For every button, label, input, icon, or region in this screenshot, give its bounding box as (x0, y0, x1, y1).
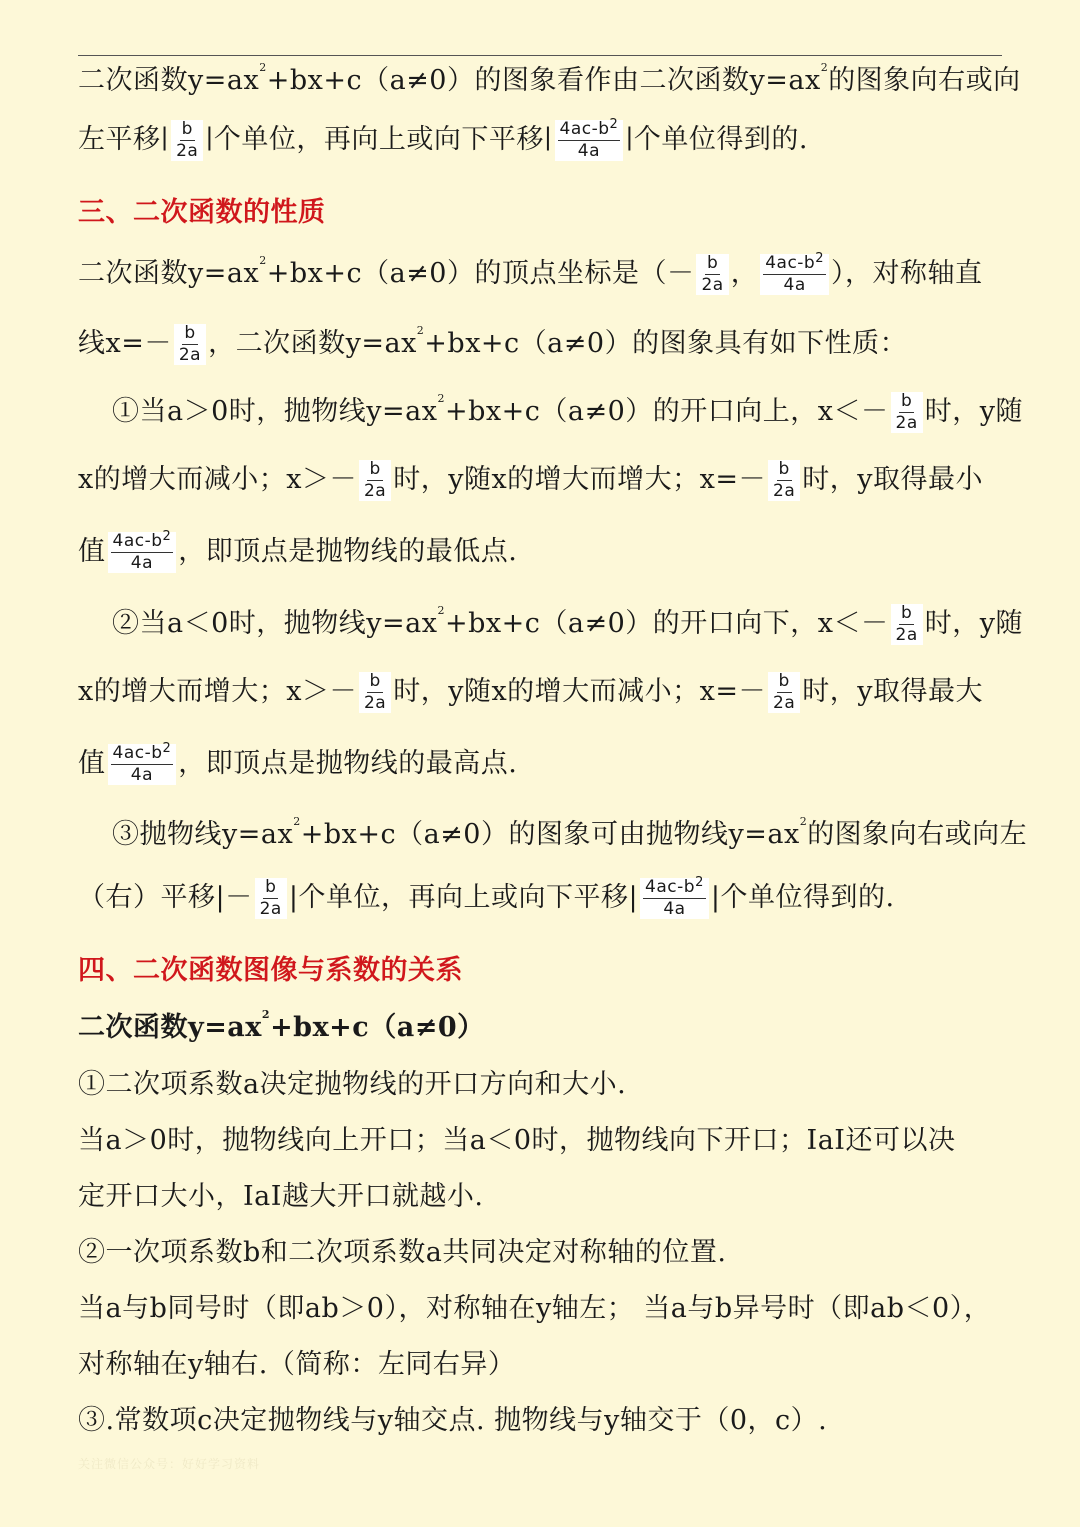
fraction: $\frac{b}{2a}$ (255, 878, 287, 919)
text-line: ②当a＜0时，抛物线y=ax $^2$ +bx+c（a≠0）的开口向下，x＜－ $\frac{b}{2a}$ 时，y随 (112, 603, 1023, 645)
text-line: x的增大而增大；x＞－ $\frac{b}{2a}$ 时，y随x的增大而减小；x=－ $\frac{b}{2a}$ 时，y取得最大 (78, 671, 984, 713)
text-line: 二次函数y=ax $^2$ +bx+c（a≠0）的图象看作由二次函数y=ax $^2$ 的图象向右或向 (78, 61, 1021, 96)
fraction: $\frac{b}{2a}$ (359, 460, 391, 501)
text-line: 线x=－ $\frac{b}{2a}$ ，二次函数y=ax $^2$ +bx+c（a≠0）的图象具有如下性质： (78, 323, 908, 365)
fraction: $\frac{4ac-b^2}{4a}$ (108, 744, 177, 785)
section-heading: 四、二次函数图像与系数的关系 (78, 955, 463, 986)
fraction: $\frac{b}{2a}$ (768, 672, 800, 713)
section-heading: 三、二次函数的性质 (78, 197, 326, 228)
fraction: $\frac{4ac-b^2}{4a}$ (640, 878, 709, 919)
fraction: $\frac{b}{2a}$ (696, 254, 728, 295)
subheading: 二次函数y=ax $^2$ +bx+c（a≠0） (78, 1008, 485, 1043)
fraction: $\frac{b}{2a}$ (891, 604, 923, 645)
fraction: $\frac{b}{2a}$ (891, 392, 923, 433)
fraction: $\frac{b}{2a}$ (359, 672, 391, 713)
fraction: $\frac{b}{2a}$ (768, 460, 800, 501)
text-line: ③.常数项c决定抛物线与y轴交点. 抛物线与y轴交于（0，c）. (78, 1405, 828, 1436)
text-line: 值 $\frac{4ac-b^2}{4a}$ ，即顶点是抛物线的最高点. (78, 741, 518, 785)
top-rule (78, 55, 1002, 56)
text-line: 当a与b同号时（即ab＞0），对称轴在y轴左； 当a与b异号时（即ab＜0）， (78, 1293, 992, 1324)
text-line: ①当a＞0时，抛物线y=ax $^2$ +bx+c（a≠0）的开口向上，x＜－ $\frac{b}{2a}$ 时，y随 (112, 391, 1023, 433)
fraction: $\frac{4ac-b^2}{4a}$ (760, 254, 829, 295)
text-line: 左平移 | $\frac{b}{2a}$ | 个单位，再向上或向下平移 | $\frac{4ac-b^2}{4a}$ | 个单位得到的. (78, 117, 808, 161)
fraction: $\frac{b}{2a}$ (171, 120, 203, 161)
text-line: ③抛物线y=ax $^2$ +bx+c（a≠0）的图象可由抛物线y=ax $^2$ 的图象向右或向左 (112, 815, 1028, 850)
text-line: （右）平移|－ $\frac{b}{2a}$ |个单位，再向上或向下平移| $\frac{4ac-b^2}{4a}$ |个单位得到的. (78, 875, 895, 919)
text-line: x的增大而减小；x＞－ $\frac{b}{2a}$ 时，y随x的增大而增大；x=－ $\frac{b}{2a}$ 时，y取得最小 (78, 459, 984, 501)
text-line: 值 $\frac{4ac-b^2}{4a}$ ，即顶点是抛物线的最低点. (78, 529, 518, 573)
watermark-footer: 关注微信公众号：好好学习资料 (78, 1457, 261, 1471)
text-line: 二次函数y=ax $^2$ +bx+c（a≠0）的顶点坐标是（－ $\frac{b}{2a}$ ， $\frac{4ac-b^2}{4a}$ ），对称轴直 (78, 251, 983, 295)
text-line: ②一次项系数b和二次项系数a共同决定对称轴的位置. (78, 1237, 727, 1268)
text-line: ①二次项系数a决定抛物线的开口方向和大小. (78, 1069, 627, 1100)
fraction: $\frac{4ac-b^2}{4a}$ (555, 120, 624, 161)
text-line: 定开口大小，IaI越大开口就越小. (78, 1181, 484, 1212)
fraction: $\frac{b}{2a}$ (174, 324, 206, 365)
text-line: 当a＞0时，抛物线向上开口；当a＜0时，抛物线向下开口；IaI还可以决 (78, 1125, 956, 1156)
fraction: $\frac{4ac-b^2}{4a}$ (108, 532, 177, 573)
text-line: 对称轴在y轴右.（简称：左同右异） (78, 1349, 516, 1380)
